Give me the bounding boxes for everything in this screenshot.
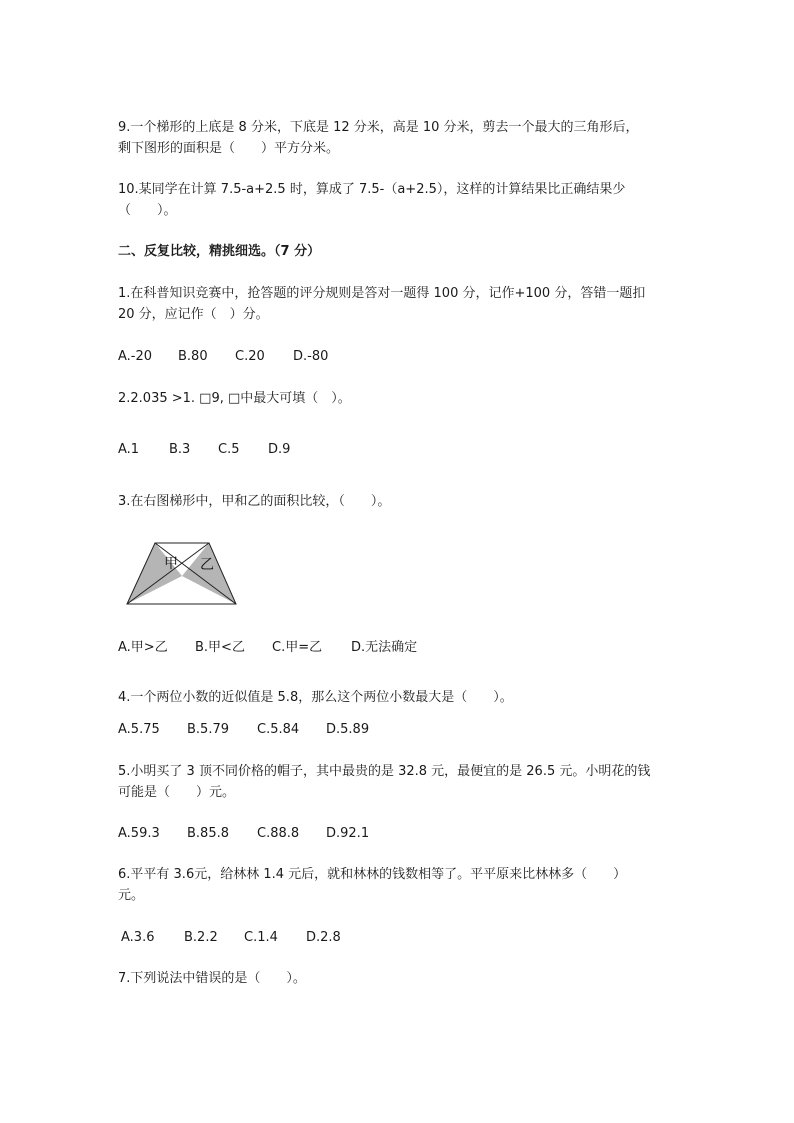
option-a: A.1 (118, 442, 140, 457)
c2-text-line1: 2.2.035 >1. □9, □中最大可填（ ）。 (118, 391, 351, 406)
c1-options (118, 349, 328, 365)
option-a: A.甲>乙 (118, 640, 168, 655)
c7-text-line1: 7.下列说法中错误的是（ ）。 (118, 971, 306, 986)
option-d: D.92.1 (326, 826, 370, 841)
option-c: C.20 (235, 349, 265, 364)
q9-text-line1: 9.一个梯形的上底是 8 分米，下底是 12 分米，高是 10 分米，剪去一个最大的三角形后， (118, 120, 639, 135)
c5-text-line2: 可能是（ ）元。 (118, 785, 236, 800)
c1-text-line1: 1.在科普知识竞赛中，抢答题的评分规则是答对一题得 100 分，记作+100 分，答错一题扣 (118, 286, 646, 301)
option-c: C.88.8 (257, 826, 300, 841)
option-b: B.甲<乙 (195, 640, 245, 655)
shade-jia (127, 543, 182, 604)
c5-text-line1: 5.小明买了 3 顶不同价格的帽子，其中最贵的是 32.8 元，最便宜的是 26.5 元。小明花的钱 (118, 764, 651, 779)
option-b: B.5.79 (187, 722, 229, 737)
option-b: B.80 (178, 349, 208, 364)
section-heading: 二、反复比较，精挑细选。（7 分） (118, 244, 321, 259)
option-a: A.5.75 (118, 722, 160, 737)
c3-options (118, 640, 417, 656)
label-jia: 甲 (164, 556, 178, 572)
option-c: C.甲=乙 (272, 640, 323, 655)
option-d: D.9 (268, 442, 291, 457)
c5-options (118, 826, 369, 842)
option-a: A.3.6 (121, 930, 155, 945)
option-b: B.3 (169, 442, 191, 457)
option-c: C.5 (218, 442, 240, 457)
label-yi: 乙 (200, 557, 214, 573)
q10-text-line2: （ ）。 (118, 203, 177, 218)
q10-text-line1: 10.某同学在计算 7.5-a+2.5 时，算成了 7.5-（a+2.5），这样的计算结果比正确结果少 (118, 182, 626, 197)
option-d: D.5.89 (326, 722, 370, 737)
option-b: B.85.8 (187, 826, 229, 841)
trapezoid-figure (124, 540, 240, 608)
c2-options (118, 442, 290, 458)
c3-text-line1: 3.在右图梯形中，甲和乙的面积比较，（ ）。 (118, 494, 391, 509)
option-d: D.-80 (293, 349, 329, 364)
option-c: C.1.4 (244, 930, 278, 945)
q9-text-line2: 剩下图形的面积是（ ）平方分米。 (118, 141, 340, 156)
c6-text-line2: 元。 (118, 888, 145, 903)
c4-options (118, 722, 369, 738)
option-d: D.无法确定 (351, 640, 418, 655)
option-d: D.2.8 (306, 930, 341, 945)
option-b: B.2.2 (184, 930, 218, 945)
option-c: C.5.84 (257, 722, 300, 737)
c1-text-line2: 20 分，应记作（ ）分。 (118, 307, 269, 322)
c6-text-line1: 6.平平有 3.6元，给林林 1.4 元后，就和林林的钱数相等了。平平原来比林林多（ ） (118, 867, 627, 882)
c4-text-line1: 4.一个两位小数的近似值是 5.8，那么这个两位小数最大是（ ）。 (118, 690, 513, 705)
c6-options (121, 930, 341, 946)
option-a: A.59.3 (118, 826, 160, 841)
shade-yi (182, 543, 236, 604)
option-a: A.-20 (118, 349, 153, 364)
